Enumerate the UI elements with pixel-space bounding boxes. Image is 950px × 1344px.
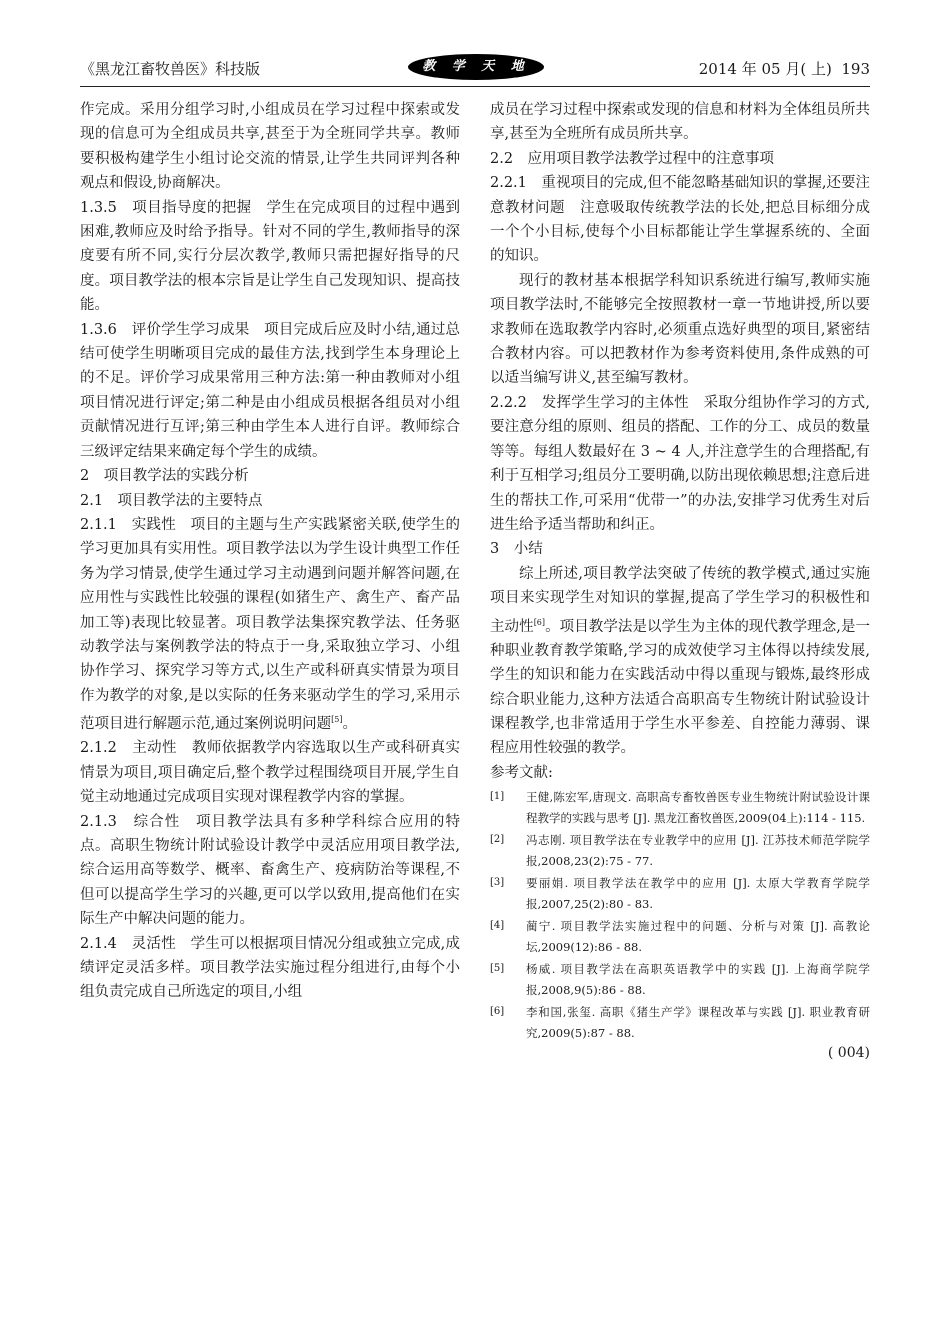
paragraph-text: 综上所述,项目教学法突破了传统的教学模式,通过实施项目来实现学生对知识的掌握,提高了学生学习的积极性和主动性 — [490, 565, 870, 635]
paragraph: 2.1.2 主动性 教师依据教学内容选取以生产或科研真实情景为项目,项目确定后,整个教学过程围绕项目开展,学生自觉主动地通过完成项目实现对课程教学内容的掌握。 — [80, 740, 460, 806]
reference-text: 王健,陈宏军,唐现文. 高职高专畜牧兽医专业生物统计附试验设计课程教学的实践与思考 [J]. 黑龙江畜牧兽医,2009(04上):114 - 115. — [526, 790, 870, 825]
header-rule — [80, 86, 870, 87]
section-heading: 2 项目教学法的实践分析 — [80, 468, 249, 485]
paragraph-end: 。 — [342, 715, 357, 732]
reference-item — [490, 873, 870, 914]
paragraph-text: 2.1.1 实践性 项目的主题与生产实践紧密关联,使学生的学习更加具有实用性。项目教学法以为学生设计典型工作任务为学习情景,使学生通过学习主动遇到问题并解答问题,在应用性与实践性比较强的课程(如猪生产、禽生产、畜产品加工等)表现比较显著。项目教学法集探究教学法、任务驱动教学法与案例教学法的特点于一身,采取独立学习、小组协作学习、探究学习等方式,以生产或科研真实情景为项目作为教学的对象,是以实际的任务来驱动学生的学习,采用示范项目进行解题示范,通过案例说明问题 — [80, 516, 460, 732]
paragraph: 1.3.5 项目指导度的把握 学生在完成项目的过程中遇到困难,教师应及时给予指导。针对不同的学生,教师指导的深度要有所不同,实行分层次教学,教师只需把握好指导的尺度。项目教学法的根本宗旨是让学生自己发现知识、提高技能。 — [80, 199, 460, 314]
reference-item — [490, 959, 870, 1000]
reference-number: [2] — [490, 834, 505, 846]
citation: [5] — [331, 715, 343, 725]
issue-date: 2014 年 05 月( 上) — [698, 60, 832, 78]
reference-number: [1] — [490, 791, 505, 803]
reference-number: [3] — [490, 877, 505, 889]
subsection-heading: 2.2 应用项目教学法教学过程中的注意事项 — [490, 150, 775, 167]
paragraph: 2.2.1 重视项目的完成,但不能忽略基础知识的掌握,还要注意教材问题 注意吸取传统教学法的长处,把总目标细分成一个个小目标,使每个小目标都能让学生掌握系统的、全面的知识。 — [490, 175, 870, 265]
paragraph: 成员在学习过程中探索或发现的信息和材料为全体组员所共享,甚至为全班所有成员所共享。 — [490, 102, 870, 143]
paragraph — [490, 562, 870, 761]
paragraph: 1.3.6 评价学生学习成果 项目完成后应及时小结,通过总结可使学生明晰项目完成的最佳方法,找到学生本身理论上的不足。评价学习成果常用三种方法:第一种由教师对小组项目情况进行评定;第二种是由小组成员根据各组员对小组贡献情况进行互评;第三种由学生本人进行自评。教师综合三级评定结果来确定每个学生的成绩。 — [80, 321, 460, 460]
subsection-heading: 2.1 项目教学法的主要特点 — [80, 492, 263, 509]
reference-text: 李和国,张玺. 高职《猪生产学》课程改革与实践 [J]. 职业教育研究,2009(5):87 - 88. — [526, 1005, 870, 1040]
paragraph: 2.1.3 综合性 项目教学法具有多种学科综合应用的特点。高职生物统计附试验设计教学中灵活应用项目教学法,综合运用高等数学、概率、畜禽生产、疫病防治等课程,不但可以提高学生学习的兴趣,更可以学以致用,提高他们在实际生产中解决问题的能力。 — [80, 813, 460, 928]
page-header — [80, 52, 870, 88]
paragraph-text: 。项目教学法是以学生为主体的现代教学理念,是一种职业教育教学策略,学习的成效使学习主体得以持续发展,学生的知识和能力在实践活动中得以重现与锻炼,最终形成综合职业能力,这种方法适合高职高专生物统计附试验设计课程教学,也非常适用于学生水平参差、自控能力薄弱、课程应用性较强的教学。 — [490, 618, 871, 757]
page-number: 193 — [841, 60, 870, 78]
reference-item — [490, 787, 870, 828]
references-title: 参考文献: — [490, 764, 553, 781]
reference-item — [490, 1002, 870, 1043]
reference-number: [6] — [490, 1006, 505, 1018]
section-badge: 教 学 天 地 — [408, 54, 544, 80]
paragraph: 作完成。采用分组学习时,小组成员在学习过程中探索或发现的信息可为全组成员共享,甚至于为全班同学共享。教师要积极构建学生小组讨论交流的情景,让学生共同评判各种观点和假设,协商解决。 — [80, 102, 460, 192]
reference-text: 冯志刚. 项目教学法在专业教学中的应用 [J]. 江苏技术师范学院学报,2008,23(2):75 - 77. — [526, 833, 870, 868]
paragraph: 现行的教材基本根据学科知识系统进行编写,教师实施项目教学法时,不能够完全按照教材一章一节地讲授,所以要求教师在选取教学内容时,必须重点选好典型的项目,紧密结合教材内容。可以把教材作为参考资料使用,条件成熟的可以适当编写讲义,甚至编写教材。 — [490, 272, 870, 387]
issue-and-page — [699, 58, 870, 79]
reference-text: 要丽娟. 项目教学法在教学中的应用 [J]. 太原大学教育学院学报,2007,25(2):80 - 83. — [526, 876, 870, 911]
section-heading: 3 小结 — [490, 541, 543, 558]
right-column — [490, 98, 870, 1066]
citation: [6] — [533, 617, 546, 627]
journal-title: 《黑龙江畜牧兽医》科技版 — [80, 60, 261, 78]
paragraph: 2.2.2 发挥学生学习的主体性 采取分组协作学习的方式,要注意分组的原则、组员的搭配、工作的分工、成员的数量等等。每组人数最好在 3 ~ 4 人,并注意学生的合理搭配,有利于互相学习;组员分工要明确,以防出现依赖思想;注意后进生的帮扶工作,可采用“优带一”的办法,安排学习优秀生对后进生给予适当帮助和纠正。 — [490, 394, 870, 533]
left-column — [80, 98, 460, 1005]
reference-number: [4] — [490, 920, 505, 932]
reference-text: 杨威. 项目教学法在高职英语教学中的实践 [J]. 上海商学院学报,2008,9(5):86 - 88. — [526, 962, 870, 997]
paragraph — [80, 513, 460, 736]
reference-number: [5] — [490, 963, 505, 975]
reference-list — [490, 787, 870, 1043]
reference-item — [490, 830, 870, 871]
paragraph: 2.1.4 灵活性 学生可以根据项目情况分组或独立完成,成绩评定灵活多样。项目教学法实施过程分组进行,由每个小组负责完成自己所选定的项目,小组 — [80, 935, 460, 1001]
article-code: ( 004) — [827, 1045, 870, 1062]
reference-item — [490, 916, 870, 957]
reference-text: 蔺宁. 项目教学法实施过程中的问题、分析与对策 [J]. 高教论坛,2009(12):86 - 88. — [526, 919, 870, 954]
